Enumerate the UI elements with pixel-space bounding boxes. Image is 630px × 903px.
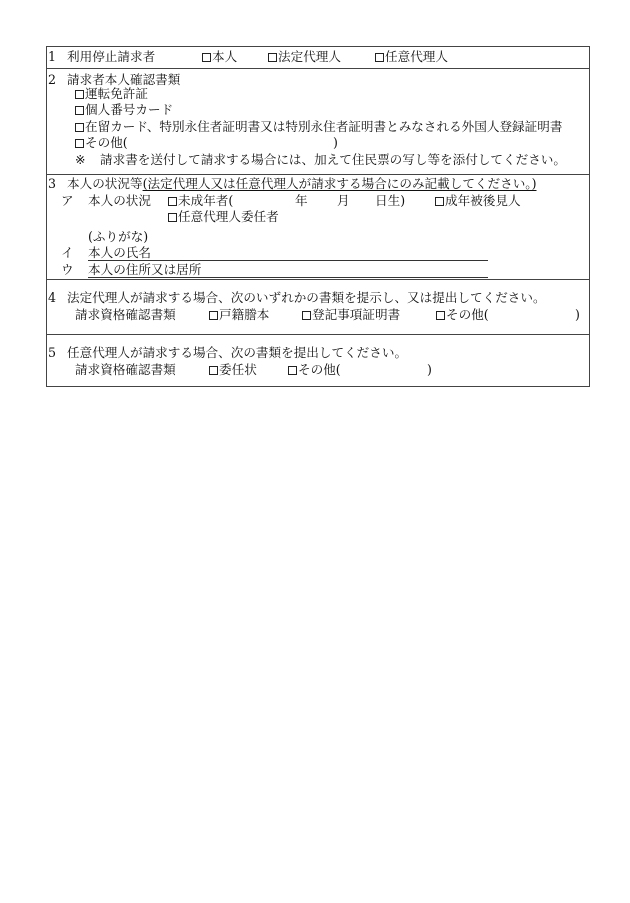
doc-my-number-card[interactable]: 個人番号カード: [47, 102, 589, 119]
section-identity-documents: [47, 69, 589, 175]
doc-label: 請求資格確認書類: [75, 306, 176, 322]
option-other[interactable]: その他(: [436, 307, 489, 324]
legal-instruction: 法定代理人が請求する場合、次のいずれかの書類を提示し、又は提出してください。: [67, 290, 546, 305]
doc-drivers-license[interactable]: 運転免許証: [47, 86, 589, 103]
section-number: 4: [48, 290, 57, 305]
note-mark: ※: [75, 151, 86, 167]
checkbox-icon[interactable]: [302, 311, 311, 320]
section-number: 1: [48, 49, 57, 64]
section-number: 5: [48, 345, 57, 360]
checkbox-icon[interactable]: [75, 106, 84, 115]
agent-header: [47, 345, 589, 362]
identity-note: [47, 152, 589, 169]
birth-month-label: 月: [337, 192, 350, 208]
checkbox-icon[interactable]: [209, 366, 218, 375]
furigana-row: [47, 229, 589, 246]
agent-instruction: 任意代理人が請求する場合、次の書類を提出してください。: [67, 345, 408, 360]
option-proxy-principal[interactable]: 任意代理人委任者: [168, 209, 279, 226]
checkbox-icon[interactable]: [436, 311, 445, 320]
requester-label: 利用停止請求者: [67, 49, 156, 64]
identity-label: 請求者本人確認書類: [67, 72, 181, 87]
furigana-label: (ふりがな): [88, 228, 149, 244]
section-number: 3: [48, 176, 57, 191]
agent-docs-row: 請求資格確認書類 委任状 その他( ): [75, 361, 432, 377]
option-other[interactable]: その他(: [288, 362, 341, 379]
checkbox-icon[interactable]: [202, 53, 211, 62]
legal-docs-row: 請求資格確認書類 戸籍謄本 登記事項証明書 その他( ): [75, 306, 580, 322]
item-mark: ア: [61, 192, 74, 208]
option-minor[interactable]: 未成年者(: [168, 193, 233, 210]
checkbox-icon[interactable]: [209, 311, 218, 320]
note-text: 請求書を送付して請求する場合には、加えて住民票の写し等を添付してください。: [100, 151, 566, 167]
checkbox-icon[interactable]: [75, 123, 84, 132]
section-legal-representative: [47, 280, 589, 335]
option-self[interactable]: 本人: [202, 49, 237, 66]
option-power-of-attorney[interactable]: 委任状: [209, 362, 257, 379]
section-number: 2: [48, 72, 57, 87]
option-registry-certificate[interactable]: 登記事項証明書: [302, 307, 400, 324]
section-principal-status: [47, 175, 589, 280]
checkbox-icon[interactable]: [375, 53, 384, 62]
status-row-proxy: [47, 209, 589, 226]
status-label-note: (法定代理人又は任意代理人が請求する場合にのみ記載してください。): [142, 176, 537, 191]
status-row-minor: [47, 193, 589, 210]
checkbox-icon[interactable]: [75, 90, 84, 99]
section-requester: [47, 47, 589, 69]
checkbox-icon[interactable]: [435, 197, 444, 206]
option-voluntary-agent[interactable]: 任意代理人: [375, 49, 448, 66]
legal-header: [47, 290, 589, 307]
status-field-label: 本人の状況: [88, 192, 151, 208]
option-legal-representative[interactable]: 法定代理人: [268, 49, 341, 66]
status-label: 本人の状況等(法定代理人又は任意代理人が請求する場合にのみ記載してください。): [67, 176, 537, 191]
birth-day-label: 日生): [375, 192, 406, 208]
option-family-register[interactable]: 戸籍謄本: [209, 307, 269, 324]
checkbox-icon[interactable]: [288, 366, 297, 375]
option-adult-ward[interactable]: 成年被後見人: [435, 193, 521, 210]
name-label: 本人の氏名: [88, 245, 151, 260]
item-mark: イ: [61, 245, 74, 260]
address-label: 本人の住所又は居所: [88, 261, 202, 277]
section-voluntary-agent: [47, 335, 589, 386]
item-mark: ウ: [61, 261, 74, 277]
checkbox-icon[interactable]: [268, 53, 277, 62]
doc-residence-card[interactable]: 在留カード、特別永住者証明書又は特別永住者証明書とみなされる外国人登録証明書: [47, 119, 589, 136]
doc-label: 請求資格確認書類: [75, 361, 176, 377]
checkbox-icon[interactable]: [75, 139, 84, 148]
birth-year-label: 年: [295, 192, 308, 208]
checkbox-icon[interactable]: [168, 197, 177, 206]
address-row[interactable]: [47, 262, 589, 279]
status-header: [47, 176, 589, 193]
name-row[interactable]: [47, 245, 589, 262]
request-form: [46, 46, 590, 387]
address-underline: [88, 277, 488, 278]
doc-other[interactable]: その他( ): [47, 135, 589, 152]
requester-row: [47, 49, 589, 66]
checkbox-icon[interactable]: [168, 213, 177, 222]
